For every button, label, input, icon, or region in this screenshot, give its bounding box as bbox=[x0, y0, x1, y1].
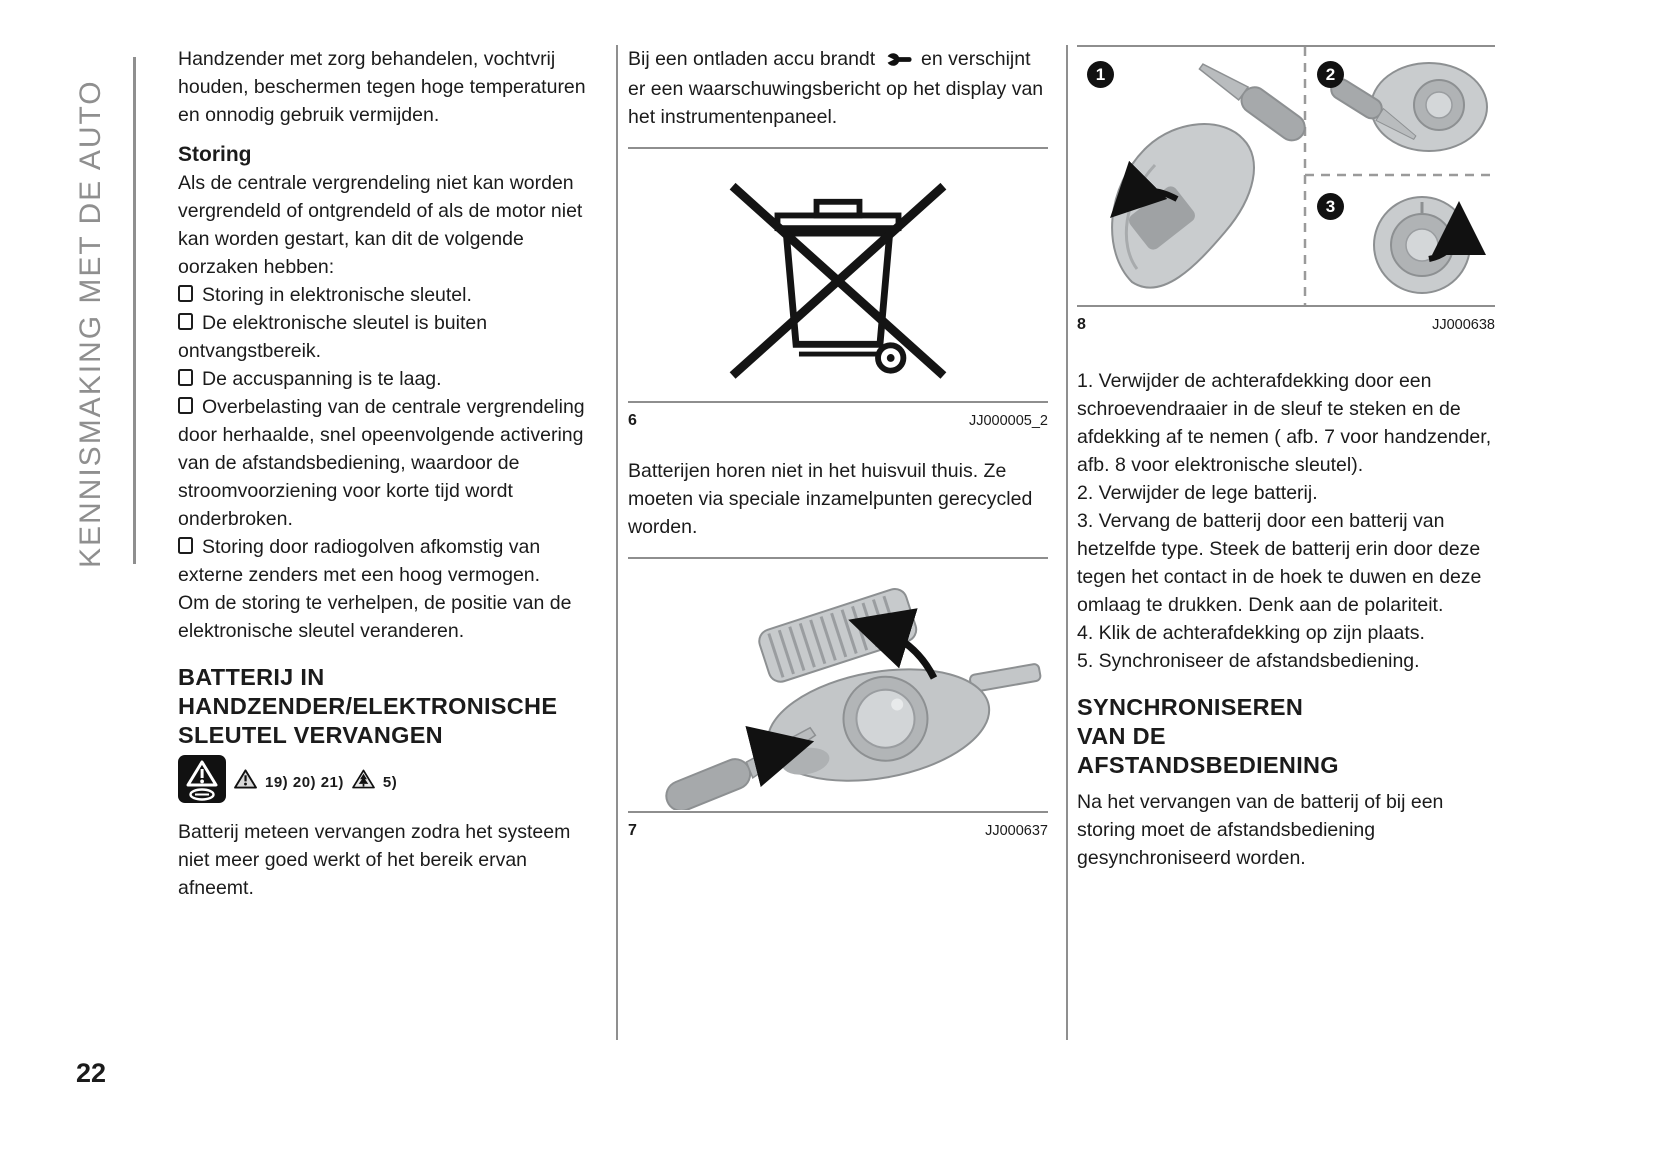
paragraph-synchroniseren: Na het vervangen van de batterij of bij een storing moet de afstandsbediening gesynchroniseerd worden. bbox=[1077, 791, 1444, 869]
key-fob-exploded-icon bbox=[629, 560, 1047, 810]
figure-7 bbox=[628, 557, 1048, 845]
figure-6-caption bbox=[628, 403, 1048, 435]
warning-references: 19) 20) 21) bbox=[265, 774, 344, 791]
bullet-text: Storing door radiogolven afkomstig van externe zenders met een hoog vermogen. bbox=[178, 536, 541, 586]
bullet-item bbox=[178, 365, 598, 393]
square-bullet-icon bbox=[178, 285, 193, 302]
square-bullet-icon bbox=[178, 369, 193, 386]
paragraph-batterij-vervangen: Batterij meteen vervangen zodra het systeem niet meer goed werkt of het bereik ervan afneemt. bbox=[178, 821, 571, 899]
figure-code: JJ000005_2 bbox=[968, 413, 1048, 429]
heading-batterij-vervangen bbox=[178, 663, 598, 750]
column-right bbox=[1077, 45, 1495, 872]
weee-bin-icon bbox=[688, 153, 988, 397]
accu-text-before: Bij een ontladen accu brandt bbox=[628, 48, 876, 70]
key-disassembly-illustration bbox=[1077, 47, 1495, 307]
eco-reference: 5) bbox=[382, 774, 398, 791]
column-divider-2 bbox=[1066, 45, 1068, 1040]
accu-text-after: en verschijnt er een waarschuwingsbericht op het display van het instrumentenpaneel. bbox=[628, 48, 1044, 128]
square-bullet-icon bbox=[178, 397, 193, 414]
paragraph-handzender: Handzender met zorg behandelen, vochtvrij houden, beschermen tegen hoge temperaturen en onnodig gebruik vermijden. bbox=[178, 48, 586, 126]
step-item: 1. Verwijder de achterafdekking door een schroevendraaier in de sleuf te steken en de afdekking af te nemen ( afb. 7 voor handzender, afb. 8 voor elektronische sleutel). bbox=[1077, 370, 1492, 476]
step-item: 3. Vervang de batterij door een batterij van hetzelfde type. Steek de batterij erin door deze tegen het contact in de hoek te duwen en deze omlaag te drukken. Denk aan de polariteit. bbox=[1077, 510, 1482, 616]
page-number: 22 bbox=[76, 1058, 107, 1088]
step-item: 4. Klik de achterafdekking op zijn plaats. bbox=[1077, 622, 1425, 644]
chapter-sidebar-label: KENNISMAKING MET DE AUTO bbox=[74, 79, 107, 568]
heading-line: BATTERIJ IN bbox=[178, 664, 325, 690]
figure-number: 7 bbox=[628, 822, 637, 839]
heading-line: AFSTANDSBEDIENING bbox=[1077, 752, 1339, 778]
paragraph-storing-intro: Als de centrale vergrendeling niet kan worden vergrendeld of ontgrendeld of als de motor niet kan worden gestart, kan dit de volgende oorzaken hebben: bbox=[178, 172, 583, 278]
key-disassembly-icon bbox=[1077, 47, 1495, 305]
key-fob-battery-illustration bbox=[628, 559, 1048, 813]
bullet-item bbox=[178, 393, 598, 533]
figure-7-caption bbox=[628, 813, 1048, 845]
paragraph-accu bbox=[628, 45, 1048, 131]
heading-line: SLEUTEL VERVANGEN bbox=[178, 722, 443, 748]
weee-crossed-bin-illustration bbox=[628, 149, 1048, 403]
warning-triangle-icon bbox=[234, 769, 257, 797]
heading-line: SYNCHRONISEREN bbox=[1077, 694, 1304, 720]
column-middle bbox=[628, 45, 1048, 845]
bullet-item bbox=[178, 533, 598, 589]
warning-symbol-icon bbox=[178, 755, 226, 811]
figure-code: JJ000637 bbox=[985, 823, 1048, 839]
paragraph-disposal: Batterijen horen niet in het huisvuil thuis. Ze moeten via speciale inzamelpunten gerecycled worden. bbox=[628, 460, 1033, 538]
bullet-item bbox=[178, 281, 598, 309]
figure-code: JJ000638 bbox=[1432, 317, 1495, 333]
heading-synchroniseren bbox=[1077, 693, 1495, 780]
heading-storing: Storing bbox=[178, 143, 252, 166]
column-left bbox=[178, 45, 598, 902]
heading-line: VAN DE bbox=[1077, 723, 1166, 749]
square-bullet-icon bbox=[178, 313, 193, 330]
wrench-icon bbox=[885, 47, 912, 75]
bullet-text: De accuspanning is te laag. bbox=[202, 368, 442, 390]
figure-number: 8 bbox=[1077, 316, 1086, 333]
column-divider-1 bbox=[616, 45, 618, 1040]
paragraph-storing-outro: Om de storing te verhelpen, de positie van de elektronische sleutel veranderen. bbox=[178, 592, 572, 642]
heading-line: HANDZENDER/ELEKTRONISCHE bbox=[178, 693, 558, 719]
warning-icons-row bbox=[178, 758, 598, 808]
bullet-text: Overbelasting van de centrale vergrendeling door herhaalde, snel opeenvolgende activering van de afstandsbediening, waardoor de stroomvoorziening voor korte tijd wordt onderbroken. bbox=[178, 396, 585, 530]
pine-tree-icon bbox=[352, 769, 375, 797]
replacement-steps bbox=[1077, 367, 1495, 675]
figure-8-caption bbox=[1077, 307, 1495, 339]
figure-8 bbox=[1077, 45, 1495, 339]
figure-6 bbox=[628, 147, 1048, 435]
step-item: 5. Synchroniseer de afstandsbediening. bbox=[1077, 650, 1420, 672]
step-badge-3: 3 bbox=[1317, 193, 1344, 220]
bullet-text: De elektronische sleutel is buiten ontvangstbereik. bbox=[178, 312, 488, 362]
step-badge-2: 2 bbox=[1317, 61, 1344, 88]
step-item: 2. Verwijder de lege batterij. bbox=[1077, 482, 1318, 504]
step-badge-1: 1 bbox=[1087, 61, 1114, 88]
bullet-text: Storing in elektronische sleutel. bbox=[202, 284, 472, 306]
sidebar-rule bbox=[133, 57, 136, 564]
bullet-item bbox=[178, 309, 598, 365]
figure-number: 6 bbox=[628, 412, 637, 429]
square-bullet-icon bbox=[178, 537, 193, 554]
